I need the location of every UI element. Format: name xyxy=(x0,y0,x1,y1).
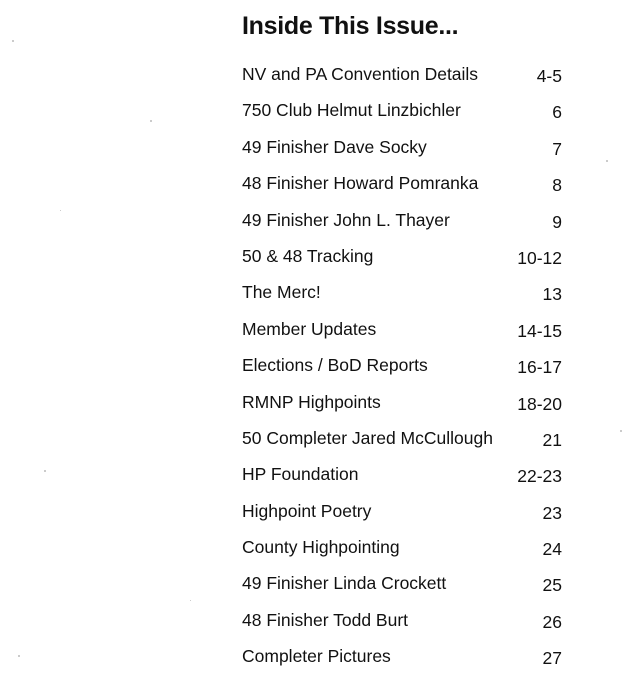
toc-entry-label: County Highpointing xyxy=(242,537,400,558)
toc-entry-label: 750 Club Helmut Linzbichler xyxy=(242,100,461,121)
toc-entry-page: 22-23 xyxy=(517,466,562,487)
toc-entry-page: 21 xyxy=(542,429,562,450)
toc-entry xyxy=(242,240,562,276)
toc-entry-page: 27 xyxy=(542,648,562,669)
toc-entry-page: 26 xyxy=(542,611,562,632)
scan-speck xyxy=(620,430,622,432)
toc-entry xyxy=(242,458,562,494)
toc-entry-label: 49 Finisher Dave Socky xyxy=(242,136,427,157)
toc-entry-label: Member Updates xyxy=(242,318,377,339)
scan-speck xyxy=(190,600,191,601)
toc-entry xyxy=(242,313,562,349)
toc-entry-page: 14-15 xyxy=(517,320,562,341)
scan-speck xyxy=(12,40,14,42)
toc-entry-label: NV and PA Convention Details xyxy=(242,64,479,84)
toc-entry xyxy=(242,495,562,531)
toc-entry-label: 49 Finisher Linda Crockett xyxy=(242,573,447,594)
toc-entry-page: 10-12 xyxy=(517,247,562,268)
toc-entry-page: 8 xyxy=(552,175,562,196)
toc-entry xyxy=(242,167,562,203)
toc-entry-page: 16-17 xyxy=(517,357,562,378)
toc-entry-page: 6 xyxy=(552,102,562,123)
scan-speck xyxy=(18,655,20,657)
toc-entry xyxy=(242,422,562,458)
toc-entry xyxy=(242,276,562,312)
toc-entry-label: 49 Finisher John L. Thayer xyxy=(242,209,450,230)
toc-entry xyxy=(242,349,562,385)
toc-entry-page: 9 xyxy=(552,211,562,232)
toc-entry-page: 7 xyxy=(552,138,562,159)
toc-entry-label: Elections / BoD Reports xyxy=(242,355,428,376)
scan-speck xyxy=(60,210,61,211)
toc-entry-label: The Merc! xyxy=(242,282,321,303)
toc-entry-label: Highpoint Poetry xyxy=(242,500,372,521)
scan-speck xyxy=(44,470,46,472)
toc-title: Inside This Issue... xyxy=(242,12,459,40)
toc-entry xyxy=(242,94,562,130)
toc-entry xyxy=(242,640,562,676)
toc-entry-page: 18-20 xyxy=(517,393,562,414)
toc-entry-label: 50 Completer Jared McCullough xyxy=(242,427,493,448)
toc-entry-label: Completer Pictures xyxy=(242,646,391,667)
toc-entry-page: 24 xyxy=(542,539,562,560)
toc-entry-label: 48 Finisher Howard Pomranka xyxy=(242,173,479,194)
toc-entry xyxy=(242,58,562,94)
toc-entry-page: 23 xyxy=(542,502,562,523)
toc-entry-label: HP Foundation xyxy=(242,464,359,485)
toc-entry xyxy=(242,567,562,603)
toc-entry xyxy=(242,604,562,640)
toc-entry-label: 50 & 48 Tracking xyxy=(242,245,374,266)
toc-entry xyxy=(242,531,562,567)
scan-speck xyxy=(606,160,608,162)
toc-list xyxy=(242,58,562,677)
toc-entry xyxy=(242,204,562,240)
toc-entry xyxy=(242,131,562,167)
scan-speck xyxy=(150,120,152,122)
toc-entry-page: 25 xyxy=(542,575,562,596)
toc-entry xyxy=(242,386,562,422)
toc-entry-page: 13 xyxy=(542,284,562,305)
toc-entry-label: 48 Finisher Todd Burt xyxy=(242,609,409,630)
toc-entry-label: RMNP Highpoints xyxy=(242,391,381,412)
toc-entry-page: 4-5 xyxy=(536,66,562,86)
